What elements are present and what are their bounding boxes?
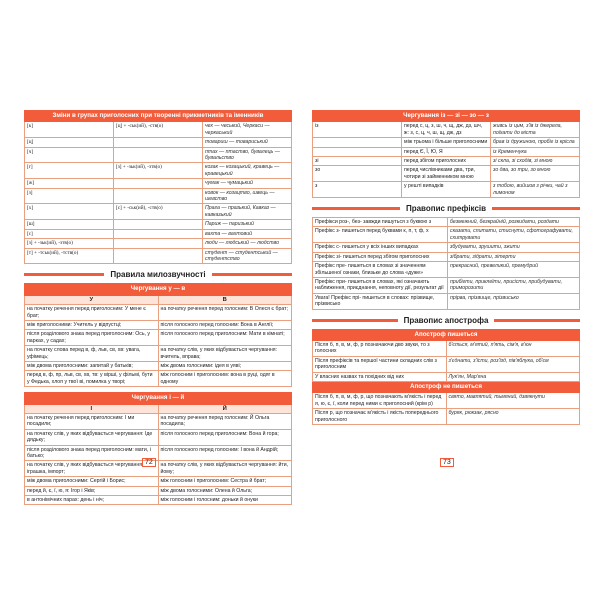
change-example: Париж — паризький [203, 220, 292, 229]
table-row [25, 320, 292, 329]
table-row [25, 179, 292, 188]
ij-rule-j: між двома голосними: Олена й Ольга; [158, 486, 292, 495]
table-row [25, 188, 292, 204]
iz-rule: перед Є, Ї, Ю, Я [402, 147, 491, 156]
iz-example: із Кременчука [491, 147, 580, 156]
ij-rule-j: після голосного перед голосним: І вона й Андрій; [158, 445, 292, 461]
prefix-rule: Префікс зі- пишеться перед збігом приголосних [313, 252, 448, 261]
prefix-table [312, 217, 580, 309]
iz-example: живсь із цим, з'їв із джерела, поїхати до міста [491, 122, 580, 138]
table-row [25, 414, 292, 430]
table-row [313, 393, 580, 409]
change-suffix: [с] + -ськ(ий), -ств(о) [114, 204, 203, 220]
uv-rule-u: на початку слова перед в, ф, льв, св, хв: увага, уфімець; [25, 346, 159, 362]
table-row [25, 239, 292, 248]
apostrophe-section-header [312, 316, 580, 325]
change-source: [к] [25, 122, 114, 138]
iz-key: зо [313, 166, 402, 182]
uv-rule-u: після розділового знака перед приголосним: Ось, у парках, у садах; [25, 330, 159, 346]
right-page-number: 73 [440, 458, 454, 467]
table-row [25, 204, 292, 220]
change-suffix: [ц] + -ськ(ий), -ств(о) [114, 122, 203, 138]
iz-example: з тобою, вийшов з річки, чай з лимоном [491, 182, 580, 198]
change-source: [з] + -зьк(ий), -зтв(о) [25, 239, 114, 248]
iz-rule: перед збігом приголосних [402, 157, 491, 166]
table-row [313, 372, 580, 381]
table-row [25, 445, 292, 461]
ij-rule-j: на початку речення перед голосним: Й Ольга посадила; [158, 414, 292, 430]
change-suffix [114, 248, 203, 264]
prefix-example: прірва, прізвище, прізвисько [448, 293, 580, 309]
table-row [25, 461, 292, 477]
apostrophe-example: з'єднати, з'їсти, роз'їзд, пів'яблука, об'єм [446, 356, 580, 372]
change-example: студент — студентський — студентство [203, 248, 292, 264]
table-row [25, 371, 292, 387]
iz-rule: перед с, ц, з, ш, ч, щ, дж, дз, шч, ж: з, с, ц, ч, ш, щ, дж, дз [402, 122, 491, 138]
consonant-changes-table [24, 110, 292, 264]
uv-col-v: В [158, 295, 292, 304]
prefix-rule: Префікс пре- пишеться в словах зі значенням збільшеної ознаки, близьке до слова «дуже» [313, 262, 448, 278]
change-suffix [114, 147, 203, 163]
uv-rule-u: між приголосними: Учитель у відпустці; [25, 320, 159, 329]
table-row [313, 166, 580, 182]
change-suffix [114, 239, 203, 248]
table-row [25, 361, 292, 370]
ij-rule-i: між двома приголосними: Сергій і Борис; [25, 477, 159, 486]
left-page-number: 72 [142, 458, 156, 467]
table-row [25, 477, 292, 486]
table-row [25, 229, 292, 238]
prefix-example: прибігти, приклеїти, присісти, прибудувати, приморозити [448, 277, 580, 293]
uv-rule-v: на початку речення перед голосним: В Олеся є брат; [158, 305, 292, 321]
ij-rule-j: між голосним і приголосним: Сестра й брат; [158, 477, 292, 486]
uv-rule-v: між голосним і приголосним: вона в руці, одяг в одному [158, 371, 292, 387]
ij-rule-i: перед й, є, ї, ю, я: Ігор і Яків; [25, 486, 159, 495]
table-row [313, 262, 580, 278]
iz-key: з [313, 182, 402, 198]
ij-rule-j: на початку слів, у яких відбувається чергування: йти, йому; [158, 461, 292, 477]
change-source: [ш] [25, 220, 114, 229]
prefix-rule: Префікси роз-, без- завжди пишуться з буквою з [313, 218, 448, 227]
table-row [313, 122, 580, 138]
uv-rule-u: на початку речення перед приголосним: У мене є брат; [25, 305, 159, 321]
iz-key: зі [313, 157, 402, 166]
table-row [313, 293, 580, 309]
change-source: [ж] [25, 179, 114, 188]
ij-rule-i: в антонімічних парах: день і ніч; [25, 496, 159, 505]
apostrophe-example: буряк, рюкзак, рясно [446, 409, 580, 425]
iz-example: зі скла, зі сходів, зі мною [491, 157, 580, 166]
change-example: люди — людський — людство [203, 239, 292, 248]
apostrophe-example: б'ється, м'ятий, п'ять, сім'я, в'юн [446, 340, 580, 356]
change-suffix [114, 138, 203, 147]
table-row [25, 429, 292, 445]
ij-title: Чергування і — й [25, 393, 292, 404]
table-row [25, 122, 292, 138]
apostrophe-write-title: Апостроф пишеться [313, 329, 580, 340]
table-row [313, 218, 580, 227]
change-source: [ч] [25, 147, 114, 163]
euphony-section-title: Правила милозвучності [110, 270, 206, 280]
apostrophe-rule: Після префіксів та першої частини складних слів з приголосним [313, 356, 447, 372]
ij-rule-j: після голосного перед приголосним: Вона й гора; [158, 429, 292, 445]
table-row [25, 220, 292, 229]
prefix-example: сказати, спитати, стиснути, сфотографувати, схитрувати [448, 227, 580, 243]
change-example: товариш — товариський [203, 138, 292, 147]
euphony-section-header [24, 270, 292, 279]
apostrophe-rule: Після б, п, в, м, ф, р позначаючи дво звуки, то з голосних [313, 340, 447, 356]
change-source: [т] + -тськ(ий), -тств(о) [25, 248, 114, 264]
ij-col-j: Й [158, 404, 292, 413]
uv-rule-v: між двома голосними: ідея в уяві; [158, 361, 292, 370]
consonant-changes-title: Зміни в групах приголосних при творенні прикметників та іменників [25, 111, 292, 122]
iz-rule: у решті випадків [402, 182, 491, 198]
table-row [313, 409, 580, 425]
prefix-example: безмежний, безкрайній, розкидати, роздати [448, 218, 580, 227]
apostrophe-section-title: Правопис апострофа [403, 315, 489, 325]
left-page [24, 110, 292, 505]
iz-rule: перед числівниками два, три, чотири зі займенником мною [402, 166, 491, 182]
table-row [25, 346, 292, 362]
prefix-section-header [312, 204, 580, 213]
change-suffix [114, 229, 203, 238]
ij-rule-i: на початку слів, у яких відбувається чергування: Іде дядьку; [25, 429, 159, 445]
table-row [313, 252, 580, 261]
table-row [313, 356, 580, 372]
change-suffix [114, 220, 203, 229]
table-row [25, 248, 292, 264]
prefix-rule: Префікс при- пишеться в словах, які означають наближення, приєднання, неповноту дії, результат дії [313, 277, 448, 293]
apostrophe-example: свято, мавпятий, тьмяний, дзвякнути [446, 393, 580, 409]
apostrophe-table [312, 329, 580, 425]
uv-rule-u: перед в, ф, пр, льв, св, хв, тв: у вірші, у фільмі, бути у Федька, хлоп у твої ві, помилка у творі; [25, 371, 159, 387]
apostrophe-nowrite-title: Апостроф не пишеться [313, 381, 580, 392]
change-source: [х] [25, 204, 114, 220]
iz-key [313, 138, 402, 147]
table-row [25, 486, 292, 495]
iz-key: із [313, 122, 402, 138]
ij-table [24, 392, 292, 505]
prefix-example: зібрати, зідрати, зітерти [448, 252, 580, 261]
change-source: [с] [25, 229, 114, 238]
table-row [313, 340, 580, 356]
table-row [25, 496, 292, 505]
table-row [25, 147, 292, 163]
prefix-section-title: Правопис префіксів [405, 204, 487, 214]
uv-rule-v: на початку слів, у яких відбувається чергування: вчитель, вправа; [158, 346, 292, 362]
change-example: чех — чеський, Черкаси — черкаський [203, 122, 292, 138]
table-row [313, 227, 580, 243]
uv-rule-v: після голосного перед приголосним: Мати в кімнаті; [158, 330, 292, 346]
iz-rule: між трьома і більше приголосними [402, 138, 491, 147]
change-example: козак — козацький, кравець — кравецький [203, 163, 292, 179]
change-source: [ц] [25, 138, 114, 147]
table-row [313, 243, 580, 252]
apostrophe-rule: У власних назвах та похідних від них [313, 372, 447, 381]
apostrophe-rule: Після р, що позначає м'якість і якість попереднього приголосного [313, 409, 447, 425]
table-row [313, 147, 580, 156]
right-page [312, 110, 580, 425]
change-source: [з] [25, 188, 114, 204]
ij-rule-j: між голосним і голосним: доньки й онуки [158, 496, 292, 505]
iz-title: Чергування із — зі — зо — з [313, 111, 580, 122]
change-example: вахта — вахтовий [203, 229, 292, 238]
ij-col-i: І [25, 404, 159, 413]
table-row [313, 157, 580, 166]
prefix-rule: Увага! Префікс прі- пишеться в словах: прізвище, прізвисько [313, 293, 448, 309]
prefix-example: прекрасний, превеликий, премудрий [448, 262, 580, 278]
uv-title: Чергування у — в [25, 284, 292, 295]
iz-table [312, 110, 580, 198]
change-example: чумак — чумацький [203, 179, 292, 188]
ij-rule-i: на початку речення перед приголосним: І ми посадили; [25, 414, 159, 430]
apostrophe-rule: Після б, п, в, м, ф, р, що позначають м'якість і перед я, ю, є, ї, коли перед ними є приголосний (крім р) [313, 393, 447, 409]
table-row [313, 182, 580, 198]
table-row [25, 138, 292, 147]
table-row [313, 277, 580, 293]
prefix-example: збудувати, зрушити, зжити [448, 243, 580, 252]
prefix-rule: Префікс с- пишеться у всіх інших випадках [313, 243, 448, 252]
change-example: ковок — козацтво, швець — шевство [203, 188, 292, 204]
iz-example: брав із дружиною, пробіг із крісла [491, 138, 580, 147]
uv-table [24, 283, 292, 387]
prefix-rule: Префікс з- пишеться перед буквами к, п, т, ф, х [313, 227, 448, 243]
table-row [25, 305, 292, 321]
uv-rule-v: після голосного перед голосним: Вона в Англії; [158, 320, 292, 329]
change-suffix [114, 179, 203, 188]
change-suffix: [з] + -зьк(ий), -зтв(о) [114, 163, 203, 179]
change-example: птах — птаство, бувалець — бувальство [203, 147, 292, 163]
uv-col-u: У [25, 295, 159, 304]
table-row [25, 330, 292, 346]
ij-rule-i: після розділового знака перед приголосним: мати, і батько; [25, 445, 159, 461]
change-suffix [114, 188, 203, 204]
apostrophe-example: Лук'ян, Мар'яна [446, 372, 580, 381]
table-row [25, 163, 292, 179]
change-example: Прага — празький, Кавказ — кавказький [203, 204, 292, 220]
uv-rule-u: між двома приголосними: запитай у батьків; [25, 361, 159, 370]
ij-rule-i: на початку слів, у яких відбувається чергування: іграшка, імпорт; [25, 461, 159, 477]
table-row [313, 138, 580, 147]
change-source: [г] [25, 163, 114, 179]
iz-example: зо два, зо три, зо мною [491, 166, 580, 182]
iz-key [313, 147, 402, 156]
